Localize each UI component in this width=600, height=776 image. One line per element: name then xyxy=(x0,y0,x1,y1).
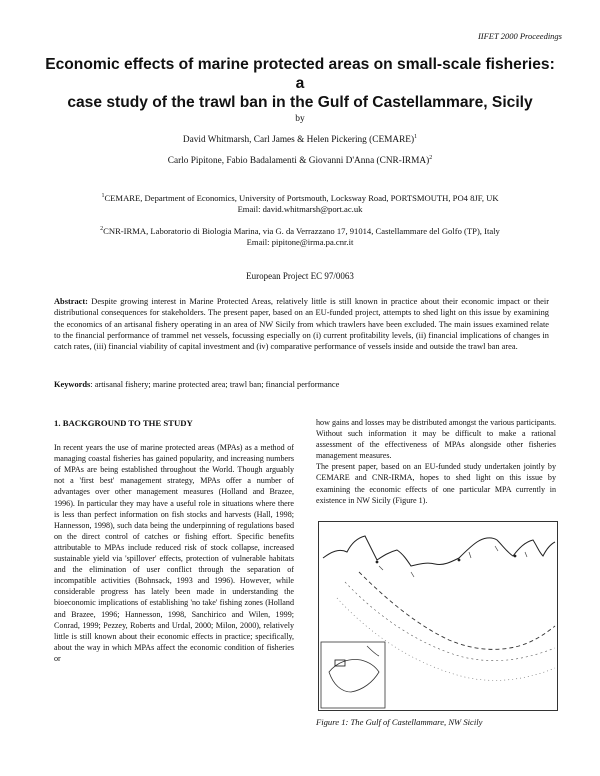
town-marker-3 xyxy=(514,555,517,558)
title-line-1: Economic effects of marine protected areas on small-scale fisheries: a xyxy=(45,56,555,92)
body-paragraph-2: The present paper, based on an EU-funded study undertaken jointly by CEMARE and CNR-IRMA, hopes to shed light on this issue by examining the economic effects of one particular MPA currently in existence in NW Sicily (Figure 1). xyxy=(316,462,556,505)
by-label: by xyxy=(295,114,305,124)
project-reference: European Project EC 97/0063 xyxy=(246,271,354,281)
section-heading: 1. BACKGROUND TO THE STUDY xyxy=(54,418,193,428)
left-column xyxy=(54,418,294,664)
affiliation-2-line-1: CNR-IRMA, Laboratorio di Biologia Marina, via G. da Verrazzano 17, 91014, Castellammare del Golfo (TP), Italy xyxy=(103,226,500,236)
keywords xyxy=(54,380,549,389)
paper-title xyxy=(40,55,560,112)
title-line-2: case study of the trawl ban in the Gulf of Castellammare, Sicily xyxy=(67,94,533,111)
trawl-ban-boundary xyxy=(359,572,555,649)
authors-line-2-text: Carlo Pipitone, Fabio Badalamenti & Giovanni D'Anna (CNR-IRMA) xyxy=(167,156,430,166)
abstract-label: Abstract: xyxy=(54,297,88,306)
body-paragraph-1-continued: how gains and losses may be distributed amongst the various participants. Without such information it may be difficult to make a rational assessment of the effectiveness of MPAs alongside other fisheries management measures. xyxy=(316,418,556,461)
affiliation-1-sup: 1 xyxy=(101,193,105,200)
right-column xyxy=(316,417,556,506)
keywords-label: Keywords xyxy=(54,380,91,389)
town-marker-1 xyxy=(376,561,379,564)
authors-line-2-sup: 2 xyxy=(429,154,433,161)
proceedings-header: IIFET 2000 Proceedings xyxy=(477,31,562,41)
affiliation-1-email: Email: david.whitmarsh@port.ac.uk xyxy=(237,204,363,214)
town-marker-2 xyxy=(458,559,461,562)
inset-map-frame xyxy=(321,642,385,708)
coastline xyxy=(323,536,555,566)
authors-line-1-text: David Whitmarsh, Carl James & Helen Pickering (CEMARE) xyxy=(182,135,415,145)
authors-line-1 xyxy=(0,134,600,146)
figure-caption: Figure 1: The Gulf of Castellammare, NW Sicily xyxy=(316,717,483,727)
authors-line-2 xyxy=(0,155,600,167)
abstract xyxy=(54,296,549,352)
gulf-map-drawing xyxy=(319,522,557,710)
coastal-marks xyxy=(379,546,527,577)
figure-1-map xyxy=(318,521,558,711)
affiliation-2-sup: 2 xyxy=(100,226,104,233)
affiliation-2 xyxy=(40,226,560,248)
affiliation-1-line-1: CEMARE, Department of Economics, University of Portsmouth, Locksway Road, PORTSMOUTH, PO4 8JF, UK xyxy=(104,193,499,203)
affiliation-1 xyxy=(40,193,560,215)
abstract-text: Despite growing interest in Marine Protected Areas, relatively little is still known in practice about their economic impact or their distributional consequences for stakeholders. The present paper, based on an EU-funded project, attempts to shed light on this issue by examining the economics of an artisanal fishery operating in an area of NW Sicily from which trawlers have been excluded. The main issues examined relate to the financial performance of trammel net vessels, focussing especially on (i) current profitability levels, (ii) financial implications of changes in catch rates, (iii) financial viability of capital investment and (iv) comparative performance of vessels inside and outside the trawl ban area. xyxy=(54,297,549,352)
keywords-text: : artisanal fishery; marine protected area; trawl ban; financial performance xyxy=(90,380,340,389)
authors-line-1-sup: 1 xyxy=(414,133,418,140)
affiliation-2-email: Email: pipitone@irma.pa.cnr.it xyxy=(246,237,354,247)
body-paragraph-1: In recent years the use of marine protected areas (MPAs) as a method of managing coastal fisheries has gained popularity, and increasing numbers of MPAs are being established throughout the World. Though arguably not a 'first best' management strategy, MPAs offer a number of advantages over other management measures (Holland and Brazee, 1996). In particular they may have a useful role in situations where there is less than perfect information on fish stocks and harvests (Hall, 1998; Hannesson, 1998), such data being the underpinning of regulations based on the direct control of catches or fishing effort. Specific benefits attributable to MPAs include reduced risk of stock collapse, increased sustainable yield via 'spillover' effects, protection of vulnerable habitats and the elimination of user conflict through the separation of incompatible activities (Bohnsack, 1993 and 1996). However, while considerable progress has lately been made in understanding the bioeconomic implications of establishing 'no take' fishing zones (Holland and Brazee, 1996; Hannesson, 1998, Sanchirico and Wilen, 1999; Conrad, 1999; Pezzey, Roberts and Urdal, 2000; Milon, 2000), relatively little is still known about their economic effects in practice; specifically, about the way in which MPAs affect the economic condition of fisheries or xyxy=(54,443,294,663)
